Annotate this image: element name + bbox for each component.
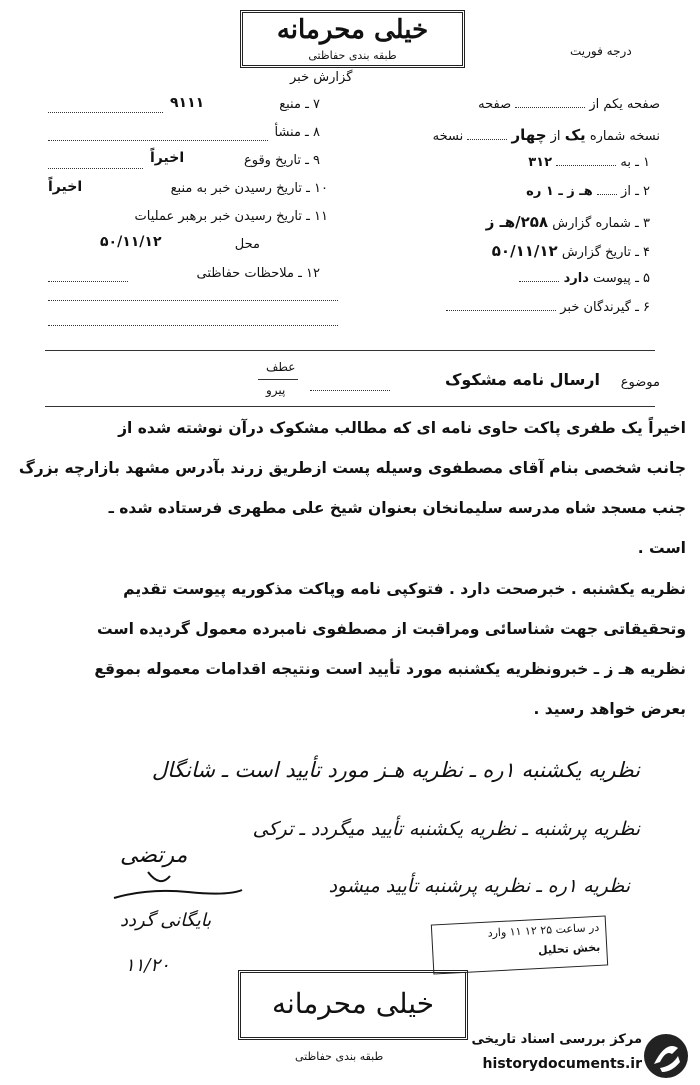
dotted-line [48, 140, 268, 141]
classification-stamp-bottom [238, 970, 468, 1040]
watermark-title: مرکز بررسی اسناد تاریخی [471, 1032, 642, 1047]
priority-label: درجه فوریت [570, 44, 632, 58]
handwritten-archive-note: بایگانی گردد [120, 910, 212, 931]
stamp-subtitle: طبقه بندی حفاظتی [308, 49, 397, 62]
field-location-value: ۵۰/۱۱/۱۲ [100, 234, 162, 250]
field-from: ۲ ـ از هـ ز ـ ۱ ره [526, 184, 650, 199]
field-copy-number: نسخه شماره یک از چهار نسخه [432, 126, 660, 144]
dotted-line [310, 390, 390, 391]
body-line: است . [637, 539, 686, 557]
body-line: جنب مسجد شاه مدرسه سلیمانخان بعنوان شیخ علی مطهری فرستاده شده ـ [108, 499, 686, 517]
ref-atf: عطف [266, 360, 296, 374]
body-line: جانب شخصی بنام آقای مصطفوی وسیله پست ازطریق زرند بآدرس مشهد بازارچه بزرگ [18, 459, 686, 477]
signature-stroke [108, 862, 248, 912]
handwritten-note-2: نظریه پرشنبه ـ نظریه یکشنبه تأیید میگردد ـ ترکی [252, 818, 640, 840]
subject-label: موضوع [620, 375, 660, 390]
dotted-line [48, 281, 128, 282]
field-source-receive-date: ۱۰ ـ تاریخ رسیدن خبر به منبع [170, 181, 328, 196]
field-attachment: ۵ ـ پیوست دارد [519, 271, 650, 286]
stamp-bottom-title: خیلی محرمانه [271, 987, 435, 1020]
field-ops-receive-date: ۱۱ ـ تاریخ رسیدن خبر برهبر عملیات [134, 209, 328, 224]
handwritten-note-1: نظریه یکشنبه ۱ره ـ نظریه هـز مورد تأیید است ـ شانگال [151, 758, 640, 782]
field-event-date: ۹ ـ تاریخ وقوع [243, 153, 320, 168]
field-event-date-value: اخیراً [150, 150, 185, 166]
dotted-line [48, 325, 338, 326]
stamp-bottom-subtitle: طبقه بندی حفاظتی [295, 1050, 384, 1063]
body-line: اخیراً یک طفری پاکت حاوی نامه ای که مطالب مشکوک درآن نوشته شده از [118, 419, 686, 437]
received-stamp [431, 915, 608, 974]
dotted-line [48, 168, 143, 169]
watermark-url: historydocuments.ir [482, 1056, 642, 1072]
report-title: گزارش خبر [290, 70, 353, 85]
body-line: نظریه هـ ز ـ خبرونظریه یکشنبه مورد تأیید است ونتیجه اقدامات معموله بموقع [94, 660, 686, 678]
ref-divider [258, 379, 298, 380]
received-stamp-line2: بخش تحلیل [537, 940, 601, 958]
field-report-number: ۳ ـ شماره گزارش ۲۵۸/هـ ز [485, 213, 650, 231]
ref-peyro: پیرو [266, 383, 286, 397]
received-stamp-line1: در ساعت ۲۵ ۱۲ ۱۱ وارد [487, 920, 600, 940]
field-report-date: ۴ ـ تاریخ گزارش ۵۰/۱۱/۱۲ [491, 242, 650, 260]
stamp-title: خیلی محرمانه [276, 15, 429, 45]
watermark-logo-icon [642, 1032, 690, 1080]
field-source-value: ۹۱۱۱ [170, 95, 205, 111]
body-line: وتحقیقاتی جهت شناسائی ومراقبت از مصطفوی نامبرده معمول گردیده است [97, 620, 686, 638]
divider [45, 350, 655, 351]
body-line: بعرض خواهد رسید . [533, 700, 686, 718]
field-location: محل [234, 237, 260, 252]
handwritten-date: ۱۱/۲۰ [125, 955, 170, 976]
subject-value: ارسال نامه مشکوک [445, 370, 600, 389]
field-recipients: ۶ ـ گیرندگان خبر [446, 300, 650, 315]
divider [45, 406, 655, 407]
handwritten-note-3: نظریه ۱ره ـ نظریه پرشنبه تأیید میشود [328, 875, 630, 897]
field-to: ۱ ـ به ۳۱۲ [528, 155, 650, 170]
body-line: نظریه یکشنبه . خبرصحت دارد . فتوکپی نامه وپاکت مذکوریه پیوست تقدیم [123, 580, 686, 598]
field-page: صفحه یکم از صفحه [478, 97, 660, 112]
dotted-line [48, 112, 163, 113]
field-origin: ۸ ـ منشأ [274, 125, 320, 140]
field-security-notes: ۱۲ ـ ملاحظات حفاظتی [196, 266, 320, 281]
dotted-line [48, 300, 338, 301]
field-source-receive-date-value: اخیراً [48, 179, 83, 195]
classification-stamp-top [240, 10, 465, 68]
field-source: ۷ ـ منبع [279, 97, 320, 112]
handwritten-signature: مرتضی [120, 843, 188, 868]
